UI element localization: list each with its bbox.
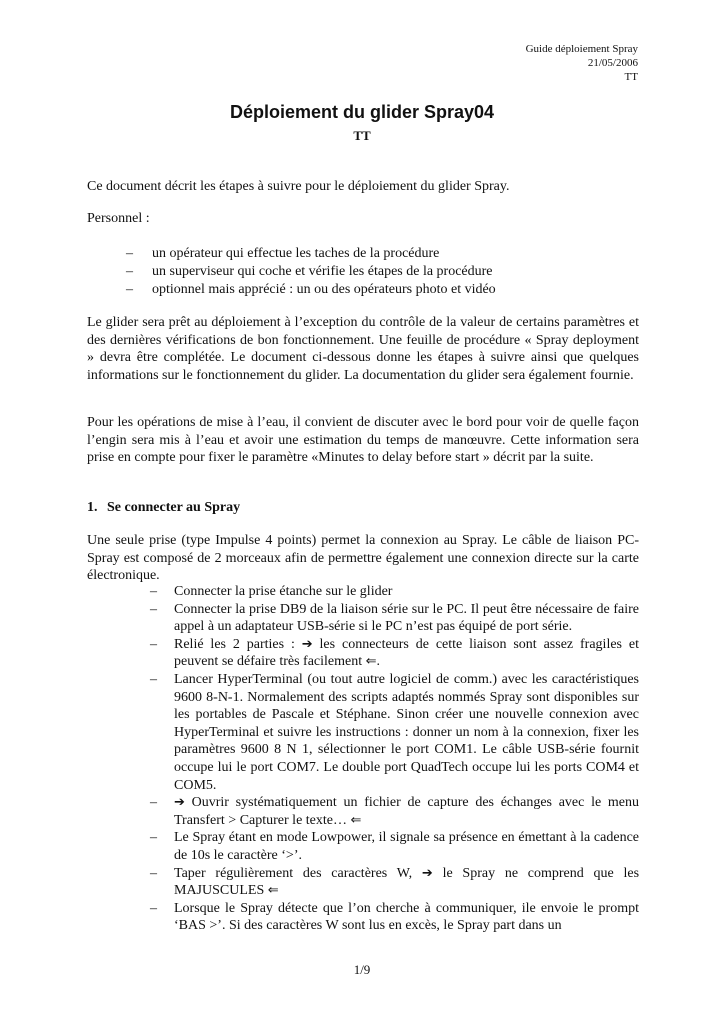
section-number: 1. bbox=[87, 500, 98, 515]
list-item bbox=[150, 671, 639, 794]
step-text: Le Spray étant en mode Lowpower, il signale sa présence en émettant à la cadence de 10s le caractère ‘>’. bbox=[174, 830, 639, 863]
list-item bbox=[126, 263, 638, 281]
dash-bullet: – bbox=[126, 282, 133, 297]
dash-bullet: – bbox=[150, 865, 157, 881]
dash-bullet: – bbox=[150, 830, 157, 846]
personnel-label: Personnel : bbox=[87, 211, 150, 226]
section-title: Se connecter au Spray bbox=[107, 500, 241, 515]
page-number: 1/9 bbox=[353, 962, 371, 977]
list-item-text: un superviseur qui coche et vérifie les étapes de la procédure bbox=[152, 264, 493, 279]
step-text: Relié les 2 parties : bbox=[174, 636, 295, 652]
list-item bbox=[150, 583, 639, 601]
header-date: 21/05/2006 bbox=[587, 57, 638, 69]
intro-paragraph: Ce document décrit les étapes à suivre pour le déploiement du glider Spray. bbox=[87, 179, 510, 194]
arrow-right-icon: ➔ bbox=[301, 636, 313, 652]
step-text: Lancer HyperTerminal (ou tout autre logiciel de comm.) avec les caractéristiques 9600 8-N-1. Normalement des scripts adaptés nommés Spray sont disponibles sur les portables de Pascale et Stéphane. Sinon créer une nouvelle connexion avec HyperTerminal et suivre les instructions : donner un nom à la connexion, fixer les paramètres 9600 8 N 1, sélectionner le port COM1. Le câble USB-série fournit occupe lui le port COM7. Le double port QuadTech occupe lui les ports COM4 et COM5. bbox=[174, 671, 639, 793]
section-heading bbox=[87, 500, 240, 516]
page-header bbox=[526, 42, 638, 84]
step-text: Connecter la prise étanche sur le glider bbox=[174, 584, 393, 599]
step-text: Lorsque le Spray détecte que l’on cherche à communiquer, ile envoie le prompt ‘BAS >’. Si des caractères W sont lus en excès, le Spray part dans un bbox=[174, 900, 639, 934]
dash-bullet: – bbox=[126, 246, 133, 261]
dash-bullet: – bbox=[150, 795, 157, 811]
step-text: les connecteurs de cette liaison sont assez fragiles et peuvent se défaire très facilement bbox=[174, 636, 639, 670]
dash-bullet: – bbox=[150, 584, 157, 599]
list-item bbox=[150, 900, 639, 935]
arrow-right-icon: ➔ bbox=[421, 865, 433, 881]
list-item bbox=[150, 636, 639, 671]
list-item bbox=[150, 865, 639, 900]
dash-bullet: – bbox=[126, 264, 133, 279]
step-text: . bbox=[376, 654, 381, 670]
dash-bullet: – bbox=[150, 601, 157, 617]
list-item bbox=[150, 601, 639, 636]
paragraph-deployment: Le glider sera prêt au déploiement à l’exception du contrôle de la valeur de certains paramètres et des dernières vérifications de bon fonctionnement. Une feuille de procédure « Spray deployment » devra être complétée. Le document ci-dessous donne les étapes à suivre ainsi que quelques informations sur le fonctionnement du glider. La documentation du glider sera également fournie. bbox=[87, 315, 639, 383]
list-item bbox=[126, 281, 638, 299]
paragraph-operations: Pour les opérations de mise à l’eau, il convient de discuter avec le bord pour voir de quelle façon l’engin sera mis à l’eau et avoir une estimation du temps de manœuvre. Cette information sera prise en compte pour fixer le paramètre «Minutes to delay before start » décrit par la suite. bbox=[87, 415, 639, 465]
step-text: Connecter la prise DB9 de la liaison série sur le PC. Il peut être nécessaire de faire appel à un adaptateur USB-série si le PC n’est pas équipé de port série. bbox=[174, 601, 639, 635]
document-author: TT bbox=[353, 128, 371, 143]
dash-bullet: – bbox=[150, 671, 157, 687]
header-author: TT bbox=[624, 71, 638, 83]
arrow-left-icon: ⇐ bbox=[365, 654, 377, 670]
step-text: Taper régulièrement des caractères W, bbox=[174, 865, 413, 881]
list-item bbox=[150, 794, 639, 829]
step-text: Ouvrir systématiquement un fichier de capture des échanges avec le menu Transfert > Capturer le texte… bbox=[174, 795, 640, 828]
list-item bbox=[150, 829, 639, 864]
personnel-list bbox=[126, 245, 638, 299]
arrow-left-icon: ⇐ bbox=[267, 883, 279, 899]
document-title: Déploiement du glider Spray04 bbox=[229, 102, 495, 122]
section-intro-paragraph: Une seule prise (type Impulse 4 points) permet la connexion au Spray. Le câble de liaison PC-Spray est composé de 2 morceaux afin de permettre également une connexion directe sur la carte électronique. bbox=[87, 533, 639, 583]
dash-bullet: – bbox=[150, 636, 157, 652]
connection-steps-list bbox=[150, 583, 639, 935]
header-doc-title: Guide déploiement Spray bbox=[525, 43, 638, 55]
step-text: le Spray ne comprend que les MAJUSCULES bbox=[174, 865, 640, 899]
list-item-text: un opérateur qui effectue les taches de la procédure bbox=[152, 246, 440, 261]
arrow-right-icon: ➔ bbox=[174, 795, 185, 811]
list-item bbox=[126, 245, 638, 263]
list-item-text: optionnel mais apprécié : un ou des opérateurs photo et vidéo bbox=[152, 282, 496, 297]
arrow-left-icon: ⇐ bbox=[350, 812, 362, 828]
dash-bullet: – bbox=[150, 900, 157, 916]
